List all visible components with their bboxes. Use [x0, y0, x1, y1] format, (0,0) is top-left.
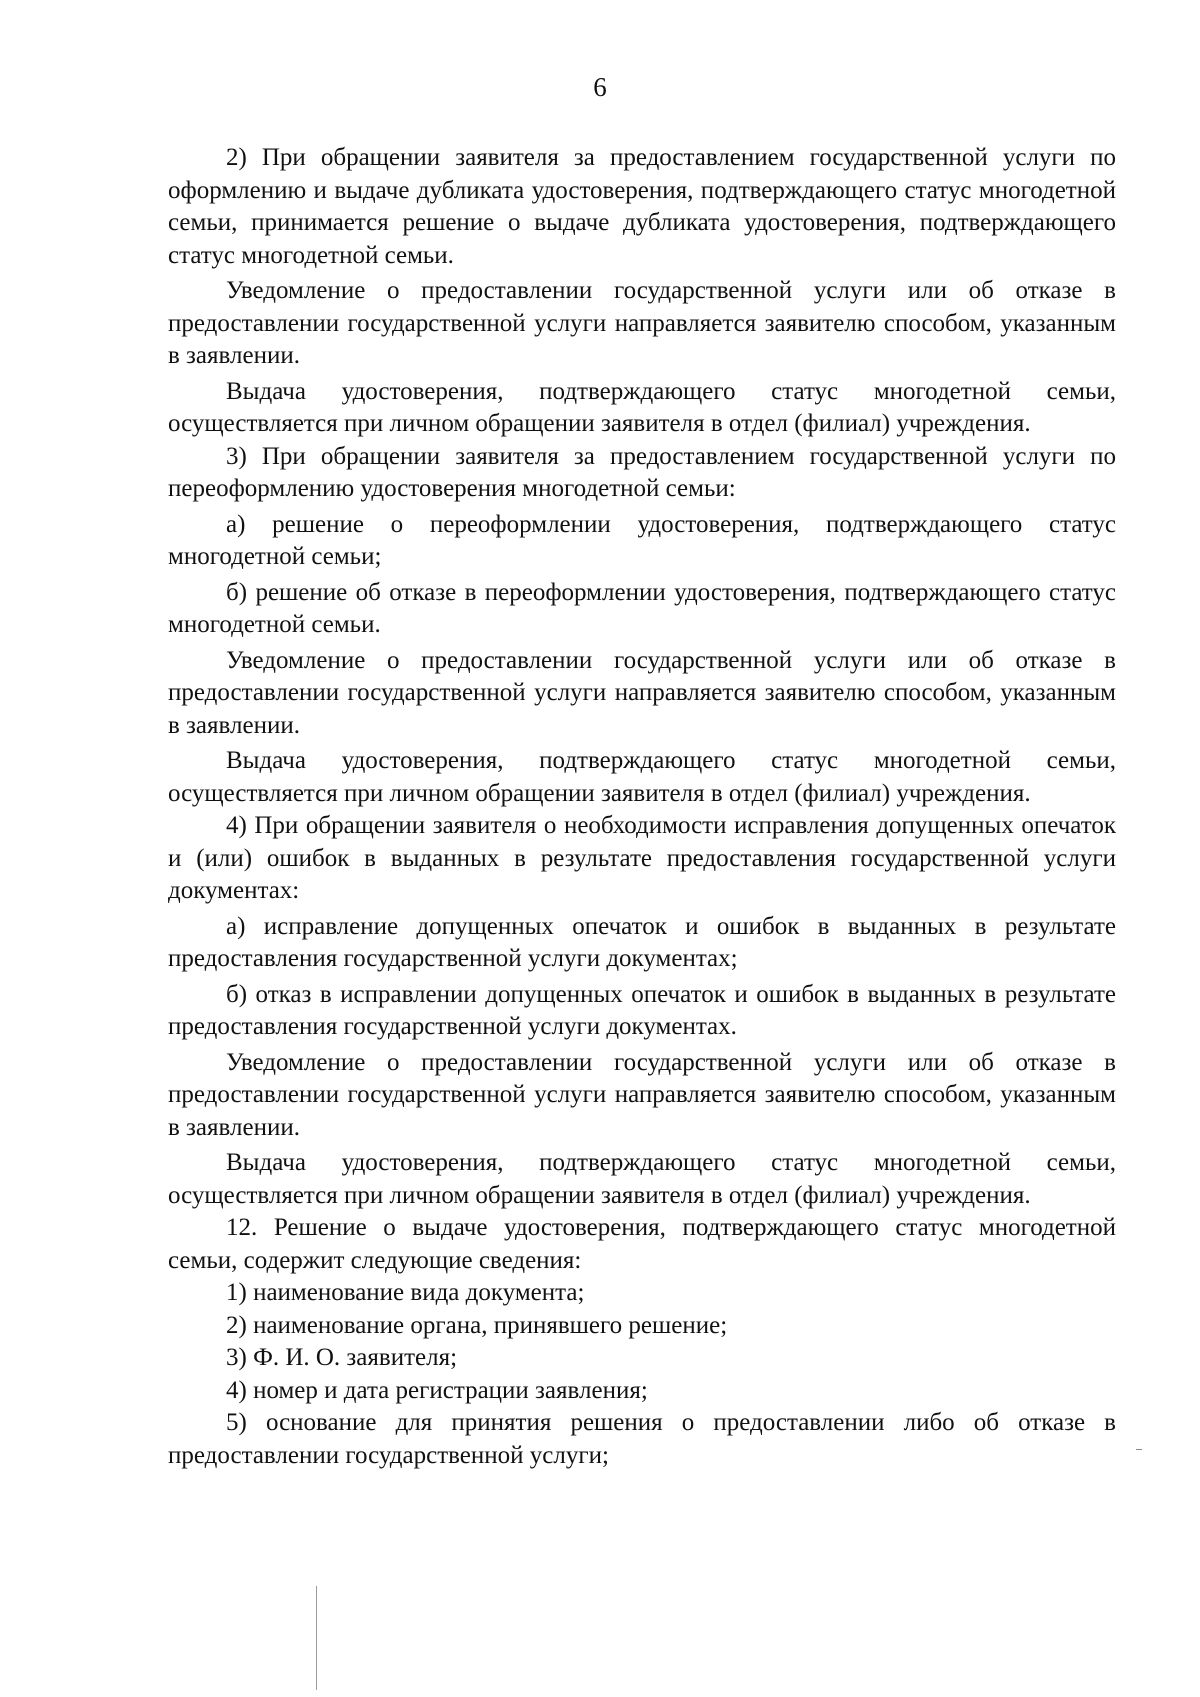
notification-paragraph: Уведомление о предоставлении государственной услуги или об отказе в предоставлении государственной услуги направляется заявителю способом, указанным в заявлении.	[168, 646, 1116, 739]
list-item: 4) номер и дата регистрации заявления;	[226, 1376, 648, 1404]
issuance-paragraph: Выдача удостоверения, подтверждающего статус многодетной семьи, осуществляется при личном обращении заявителя в отдел (филиал) учреждения.	[168, 747, 1116, 807]
notification-paragraph: Уведомление о предоставлении государственной услуги или об отказе в предоставлении государственной услуги направляется заявителю способом, указанным в заявлении.	[168, 1048, 1116, 1141]
list-item: 2) наименование органа, принявшего решение;	[226, 1311, 728, 1339]
paragraph-item-4: 4) При обращении заявителя о необходимости исправления допущенных опечаток и (или) ошибок в выданных в результате предоставления государственной услуги документах:	[168, 812, 1116, 904]
notification-paragraph: Уведомление о предоставлении государственной услуги или об отказе в предоставлении государственной услуги направляется заявителю способом, указанным в заявлении.	[168, 277, 1116, 369]
scan-artifact-line	[316, 1586, 317, 1690]
subitem-a: а) решение о переоформлении удостоверения, подтверждающего статус многодетной семьи;	[168, 510, 1116, 570]
list-item: 3) Ф. И. О. заявителя;	[226, 1344, 458, 1371]
issuance-paragraph: Выдача удостоверения, подтверждающего статус многодетной семьи, осуществляется при личном обращении заявителя в отдел (филиал) учреждения.	[168, 1149, 1116, 1209]
section-12-paragraph: 12. Решение о выдаче удостоверения, подтверждающего статус многодетной семьи, содержит следующие сведения:	[168, 1214, 1116, 1274]
list-item: 1) наименование вида документа;	[226, 1279, 585, 1306]
scan-artifact-mark	[1136, 1449, 1142, 1450]
subitem-b: б) решение об отказе в переоформлении удостоверения, подтверждающего статус многодетной семьи.	[168, 578, 1116, 638]
issuance-paragraph: Выдача удостоверения, подтверждающего статус многодетной семьи, осуществляется при личном обращении заявителя в отдел (филиал) учреждения.	[168, 377, 1116, 437]
paragraph-item-3: 3) При обращении заявителя за предоставлением государственной услуги по переоформлению удостоверения многодетной семьи:	[168, 442, 1116, 502]
paragraph-item-2: 2) При обращении заявителя за предоставлением государственной услуги по оформлению и выдаче дубликата удостоверения, подтверждающего статус многодетной семьи, принимается решение о выдаче дубликата удостоверения, подтверждающего статус многодетной семьи.	[168, 144, 1116, 269]
document-body	[168, 142, 1116, 1472]
list-item: 5) основание для принятия решения о предоставлении либо об отказе в предоставлении государственной услуги;	[168, 1409, 1116, 1469]
page-number: 6	[593, 72, 607, 102]
subitem-a: а) исправление допущенных опечаток и ошибок в выданных в результате предоставления государственной услуги документах;	[168, 912, 1116, 972]
subitem-b: б) отказ в исправлении допущенных опечаток и ошибок в выданных в результате предоставления государственной услуги документах.	[168, 980, 1116, 1040]
